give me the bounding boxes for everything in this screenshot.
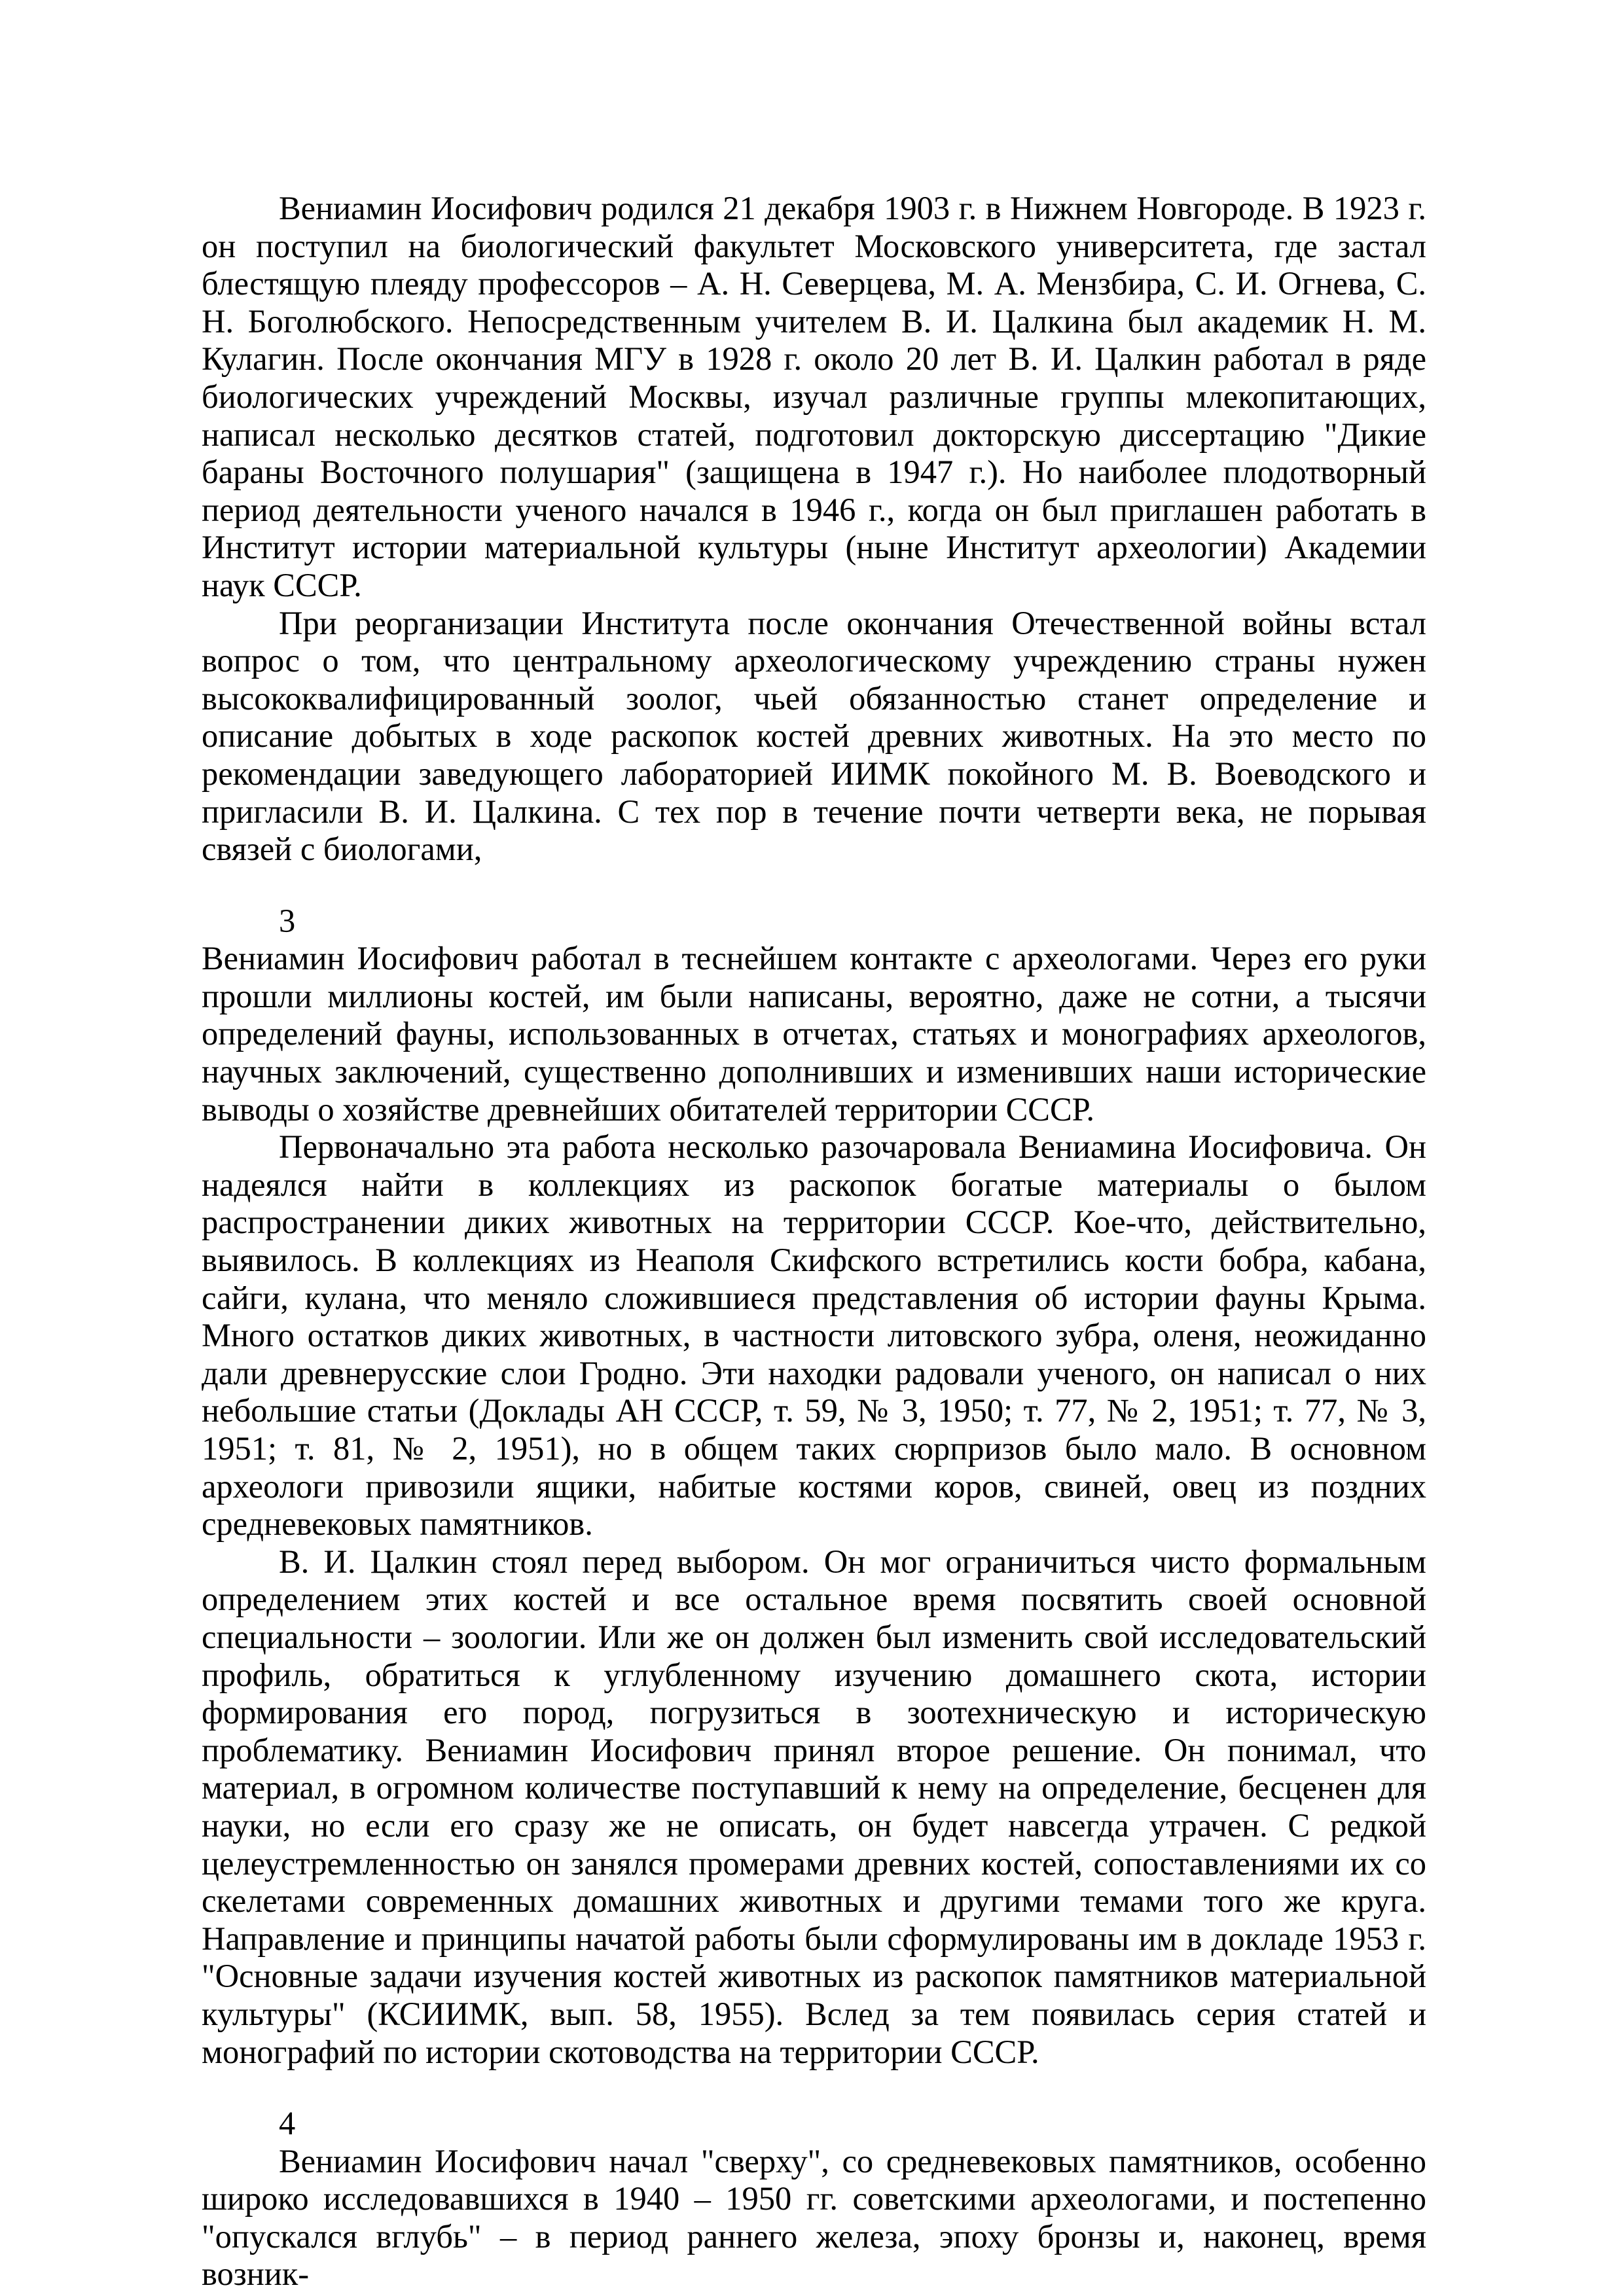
paragraph-biography-intro: Вениамин Иосифович родился 21 декабря 1903 г. в Нижнем Новгороде. В 1923 г. он поступил на биологический факультет Московского университета, где застал блестящую плеяду профессоров – А. Н. Северцева, М. А. Мензбира, С. И. Огнева, С. Н. Боголюбского. Непосредственным учителем В. И. Цалкина был академик Н. М. Кулагин. После окончания МГУ в 1928 г. около 20 лет В. И. Цалкин работал в ряде биологических учреждений Москвы, изучал различные группы млекопитающих, написал несколько десятков статей, подготовил докторскую диссертацию "Дикие бараны Восточного полушария" (защищена в 1947 г.). Но наиболее плодотворный период деятельности ученого начался в 1946 г., когда он был приглашен работать в Институт истории материальной культуры (ныне Институт археологии) Академии наук СССР. bbox=[202, 190, 1426, 603]
paragraph-disappointment: Первоначально эта работа несколько разочаровала Вениамина Иосифовича. Он надеялся найти в коллекциях из раскопок богатые материалы о былом распространении диких животных на территории СССР. Кое-что, действительно, выявилось. В коллекциях из Неаполя Скифского встретились кости бобра, кабана, сайги, кулана, что меняло сложившиеся представления об истории фауны Крыма. Много остатков диких животных, в частности литовского зубра, оленя, неожиданно дали древнерусские слои Гродно. Эти находки радовали ученого, он написал о них небольшие статьи (Доклады АН СССР, т. 59, № 3, 1950; т. 77, № 2, 1951; т. 77, № 3, 1951; т. 81, № 2, 1951), но в общем таких сюрпризов было мало. В основном археологи привозили ящики, набитые костями коров, свиней, овец из поздних средневековых памятников. bbox=[202, 1128, 1426, 1543]
paragraph-choice: В. И. Цалкин стоял перед выбором. Он мог ограничиться чисто формальным определением этих костей и все остальное время посвятить своей основной специальности – зоологии. Или же он должен был изменить свой исследовательский профиль, обратиться к углубленному изучению домашнего скота, истории формирования его пород, погрузиться в зоотехническую и историческую проблематику. Вениамин Иосифович принял второе решение. Он понимал, что материал, в огромном количестве поступавший к нему на определение, бесценен для науки, но если его сразу же не описать, он будет навсегда утрачен. С редкой целеустремленностью он занялся промерами древних костей, сопоставлениями их со скелетами современных домашних животных и другими темами того же круга. Направление и принципы начатой работы были сформулированы им в докладе 1953 г. "Основные задачи изучения костей животных из раскопок памятников материальной культуры" (КСИИМК, вып. 58, 1955). Вслед за тем появилась серия статей и монографий по истории скотоводства на территории СССР. bbox=[202, 1543, 1426, 2070]
paragraph-reorganization: При реорганизации Института после окончания Отечественной войны встал вопрос о том, что центральному археологическому учреждению страны нужен высококвалифицированный зоолог, чьей обязанностью станет определение и описание добытых в ходе раскопок костей древних животных. На это место по рекомендации заведующего лабораторией ИИМК покойного М. В. Воеводского и пригласили В. И. Цалкина. С тех пор в течение почти четверти века, не порывая связей с биологами, bbox=[202, 604, 1426, 868]
paragraph-from-top: Вениамин Иосифович начал "сверху", со средневековых памятников, особенно широко исследовавшихся в 1940 – 1950 гг. советскими археологами, и постепенно "опускался вглубь" – в период раннего железа, эпоху бронзы и, наконец, время возник- bbox=[202, 2142, 1426, 2293]
page-number-4: 4 bbox=[279, 2105, 296, 2142]
paragraph-contact-archaeologists: Вениамин Иосифович работал в теснейшем контакте с археологами. Через его руки прошли миллионы костей, им были написаны, вероятно, даже не сотни, а тысячи определений фауны, использованных в отчетах, статьях и монографиях археологов, научных заключений, существенно дополнивших и изменивших наши исторические выводы о хозяйстве древнейших обитателей территории СССР. bbox=[202, 940, 1426, 1128]
page-number-3: 3 bbox=[279, 902, 296, 939]
